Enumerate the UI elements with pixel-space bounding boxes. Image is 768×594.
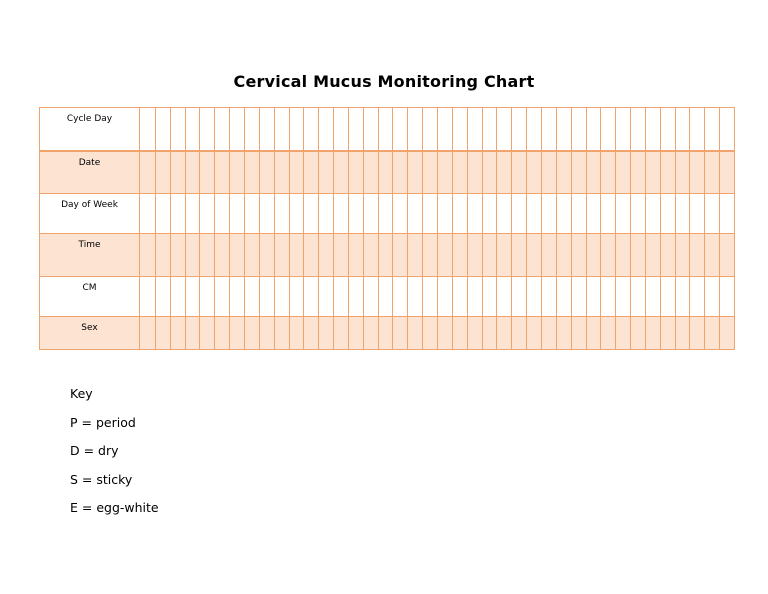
entry-cells	[140, 108, 734, 150]
cell-divider	[571, 108, 572, 150]
cell-divider	[199, 152, 200, 193]
cell-divider	[541, 317, 542, 349]
cell-divider	[660, 277, 661, 316]
cell-divider	[214, 317, 215, 349]
cell-divider	[214, 194, 215, 233]
cell-divider	[199, 277, 200, 316]
key-entry-egg-white: E = egg-white	[70, 500, 159, 515]
cell-divider	[170, 277, 171, 316]
cell-divider	[482, 277, 483, 316]
cell-divider	[689, 277, 690, 316]
cell-divider	[392, 152, 393, 193]
cell-divider	[689, 317, 690, 349]
cell-divider	[422, 277, 423, 316]
cell-divider	[689, 234, 690, 276]
cell-divider	[170, 317, 171, 349]
cell-divider	[660, 108, 661, 150]
cell-divider	[199, 317, 200, 349]
entry-cells	[140, 317, 734, 349]
cell-divider	[615, 317, 616, 349]
cell-divider	[452, 108, 453, 150]
cell-divider	[259, 234, 260, 276]
cell-divider	[303, 108, 304, 150]
cell-divider	[422, 317, 423, 349]
cell-divider	[259, 152, 260, 193]
cell-divider	[600, 234, 601, 276]
cell-divider	[645, 194, 646, 233]
cell-divider	[199, 234, 200, 276]
cell-divider	[289, 234, 290, 276]
cell-divider	[571, 152, 572, 193]
cell-divider	[556, 317, 557, 349]
cell-divider	[274, 277, 275, 316]
cell-divider	[467, 317, 468, 349]
cell-divider	[719, 234, 720, 276]
cell-divider	[170, 234, 171, 276]
cell-divider	[556, 234, 557, 276]
cell-divider	[363, 317, 364, 349]
cell-divider	[645, 234, 646, 276]
cell-divider	[482, 108, 483, 150]
cell-divider	[229, 317, 230, 349]
cell-divider	[600, 317, 601, 349]
cell-divider	[289, 108, 290, 150]
grid-row-sex	[40, 317, 734, 349]
cell-divider	[452, 234, 453, 276]
cell-divider	[229, 152, 230, 193]
cell-divider	[303, 277, 304, 316]
cell-divider	[526, 277, 527, 316]
key-entry-dry: D = dry	[70, 443, 119, 458]
cell-divider	[185, 152, 186, 193]
key-legend	[70, 380, 159, 523]
key-entry-sticky: S = sticky	[70, 471, 133, 487]
key-entry-period: P = period	[70, 414, 136, 430]
cell-divider	[348, 234, 349, 276]
cell-divider	[675, 108, 676, 150]
cell-divider	[229, 108, 230, 150]
cell-divider	[407, 317, 408, 349]
cell-divider	[437, 317, 438, 349]
cell-divider	[660, 317, 661, 349]
cell-divider	[185, 277, 186, 316]
monitoring-grid	[39, 107, 735, 350]
cell-divider	[689, 194, 690, 233]
cell-divider	[675, 194, 676, 233]
cell-divider	[199, 194, 200, 233]
cell-divider	[541, 194, 542, 233]
cell-divider	[333, 234, 334, 276]
cell-divider	[571, 194, 572, 233]
cell-divider	[407, 152, 408, 193]
cell-divider	[571, 317, 572, 349]
row-label: Time	[40, 234, 140, 276]
cell-divider	[422, 194, 423, 233]
cell-divider	[155, 108, 156, 150]
cell-divider	[289, 317, 290, 349]
cell-divider	[318, 317, 319, 349]
cell-divider	[704, 108, 705, 150]
cell-divider	[229, 194, 230, 233]
cell-divider	[496, 317, 497, 349]
cell-divider	[229, 234, 230, 276]
cell-divider	[467, 194, 468, 233]
cell-divider	[526, 108, 527, 150]
cell-divider	[363, 194, 364, 233]
cell-divider	[600, 108, 601, 150]
row-label: Date	[40, 152, 140, 193]
cell-divider	[660, 152, 661, 193]
cell-divider	[496, 234, 497, 276]
cell-divider	[244, 234, 245, 276]
cell-divider	[155, 194, 156, 233]
cell-divider	[333, 152, 334, 193]
key-heading: Key	[70, 386, 93, 401]
cell-divider	[452, 317, 453, 349]
cell-divider	[719, 108, 720, 150]
cell-divider	[289, 194, 290, 233]
cell-divider	[274, 108, 275, 150]
cell-divider	[244, 152, 245, 193]
cell-divider	[303, 152, 304, 193]
entry-cells	[140, 277, 734, 316]
cell-divider	[229, 277, 230, 316]
cell-divider	[719, 194, 720, 233]
cell-divider	[437, 108, 438, 150]
cell-divider	[274, 194, 275, 233]
cell-divider	[541, 108, 542, 150]
cell-divider	[259, 108, 260, 150]
cell-divider	[556, 108, 557, 150]
chart-title: Cervical Mucus Monitoring Chart	[233, 72, 535, 91]
cell-divider	[467, 277, 468, 316]
cell-divider	[600, 277, 601, 316]
cell-divider	[511, 152, 512, 193]
row-label: Sex	[40, 317, 140, 349]
cell-divider	[259, 317, 260, 349]
cell-divider	[437, 194, 438, 233]
cell-divider	[615, 234, 616, 276]
cell-divider	[630, 277, 631, 316]
cell-divider	[645, 152, 646, 193]
cell-divider	[199, 108, 200, 150]
cell-divider	[244, 277, 245, 316]
cell-divider	[482, 317, 483, 349]
cell-divider	[660, 194, 661, 233]
cell-divider	[496, 152, 497, 193]
cell-divider	[660, 234, 661, 276]
cell-divider	[348, 194, 349, 233]
cell-divider	[452, 277, 453, 316]
cell-divider	[630, 317, 631, 349]
entry-cells	[140, 152, 734, 193]
cell-divider	[704, 277, 705, 316]
cell-divider	[689, 152, 690, 193]
cell-divider	[333, 317, 334, 349]
cell-divider	[496, 108, 497, 150]
cell-divider	[586, 317, 587, 349]
cell-divider	[214, 152, 215, 193]
cell-divider	[630, 194, 631, 233]
cell-divider	[333, 108, 334, 150]
cell-divider	[586, 152, 587, 193]
cell-divider	[155, 152, 156, 193]
cell-divider	[675, 234, 676, 276]
cell-divider	[259, 194, 260, 233]
cell-divider	[363, 234, 364, 276]
cell-divider	[363, 277, 364, 316]
cell-divider	[422, 234, 423, 276]
cell-divider	[407, 194, 408, 233]
cell-divider	[704, 234, 705, 276]
cell-divider	[407, 234, 408, 276]
cell-divider	[586, 194, 587, 233]
cell-divider	[496, 277, 497, 316]
cell-divider	[719, 277, 720, 316]
row-label: CM	[40, 277, 140, 316]
cell-divider	[511, 317, 512, 349]
cell-divider	[303, 317, 304, 349]
row-label: Day of Week	[40, 194, 140, 233]
cell-divider	[586, 277, 587, 316]
cell-divider	[526, 194, 527, 233]
grid-row-cycle-day	[40, 108, 734, 152]
cell-divider	[155, 317, 156, 349]
grid-row-time	[40, 234, 734, 277]
cell-divider	[333, 277, 334, 316]
cell-divider	[467, 152, 468, 193]
entry-cells	[140, 234, 734, 276]
cell-divider	[467, 234, 468, 276]
cell-divider	[378, 152, 379, 193]
cell-divider	[675, 317, 676, 349]
cell-divider	[348, 152, 349, 193]
cell-divider	[482, 152, 483, 193]
cell-divider	[303, 194, 304, 233]
cell-divider	[615, 277, 616, 316]
cell-divider	[615, 108, 616, 150]
cell-divider	[571, 234, 572, 276]
cell-divider	[704, 152, 705, 193]
grid-row-cm	[40, 277, 734, 317]
cell-divider	[392, 234, 393, 276]
cell-divider	[348, 277, 349, 316]
grid-row-day-of-week	[40, 194, 734, 234]
cell-divider	[392, 108, 393, 150]
cell-divider	[600, 152, 601, 193]
entry-cells	[140, 194, 734, 233]
cell-divider	[244, 317, 245, 349]
cell-divider	[437, 234, 438, 276]
cell-divider	[511, 277, 512, 316]
cell-divider	[333, 194, 334, 233]
cell-divider	[675, 152, 676, 193]
cell-divider	[630, 234, 631, 276]
cell-divider	[511, 234, 512, 276]
cell-divider	[289, 152, 290, 193]
cell-divider	[645, 277, 646, 316]
cell-divider	[719, 317, 720, 349]
cell-divider	[318, 152, 319, 193]
cell-divider	[704, 317, 705, 349]
cell-divider	[689, 108, 690, 150]
cell-divider	[615, 194, 616, 233]
cell-divider	[170, 108, 171, 150]
cell-divider	[630, 152, 631, 193]
cell-divider	[392, 317, 393, 349]
cell-divider	[274, 234, 275, 276]
cell-divider	[378, 234, 379, 276]
cell-divider	[437, 152, 438, 193]
cell-divider	[526, 152, 527, 193]
cell-divider	[541, 152, 542, 193]
grid-row-date	[40, 152, 734, 194]
cell-divider	[511, 194, 512, 233]
cell-divider	[675, 277, 676, 316]
cell-divider	[303, 234, 304, 276]
cell-divider	[704, 194, 705, 233]
cell-divider	[378, 108, 379, 150]
cell-divider	[556, 194, 557, 233]
cell-divider	[185, 194, 186, 233]
cell-divider	[274, 152, 275, 193]
cell-divider	[170, 194, 171, 233]
cell-divider	[363, 152, 364, 193]
cell-divider	[422, 108, 423, 150]
cell-divider	[645, 108, 646, 150]
cell-divider	[214, 234, 215, 276]
cell-divider	[318, 108, 319, 150]
cell-divider	[318, 194, 319, 233]
cell-divider	[407, 277, 408, 316]
cell-divider	[214, 277, 215, 316]
cell-divider	[244, 108, 245, 150]
cell-divider	[511, 108, 512, 150]
cell-divider	[170, 152, 171, 193]
cell-divider	[600, 194, 601, 233]
cell-divider	[556, 277, 557, 316]
cell-divider	[274, 317, 275, 349]
cell-divider	[719, 152, 720, 193]
cell-divider	[348, 108, 349, 150]
cell-divider	[244, 194, 245, 233]
cell-divider	[437, 277, 438, 316]
cell-divider	[571, 277, 572, 316]
cell-divider	[407, 108, 408, 150]
row-label: Cycle Day	[40, 108, 140, 150]
cell-divider	[496, 194, 497, 233]
cell-divider	[378, 194, 379, 233]
cell-divider	[185, 234, 186, 276]
cell-divider	[363, 108, 364, 150]
cell-divider	[482, 194, 483, 233]
cell-divider	[482, 234, 483, 276]
cell-divider	[556, 152, 557, 193]
cell-divider	[378, 277, 379, 316]
cell-divider	[185, 108, 186, 150]
cell-divider	[378, 317, 379, 349]
cell-divider	[526, 234, 527, 276]
cell-divider	[392, 194, 393, 233]
cell-divider	[155, 234, 156, 276]
cell-divider	[645, 317, 646, 349]
cell-divider	[155, 277, 156, 316]
cell-divider	[392, 277, 393, 316]
cell-divider	[348, 317, 349, 349]
cell-divider	[526, 317, 527, 349]
cell-divider	[259, 277, 260, 316]
cell-divider	[615, 152, 616, 193]
cell-divider	[467, 108, 468, 150]
cell-divider	[289, 277, 290, 316]
cell-divider	[422, 152, 423, 193]
cell-divider	[586, 234, 587, 276]
cell-divider	[630, 108, 631, 150]
cell-divider	[452, 152, 453, 193]
cell-divider	[452, 194, 453, 233]
cell-divider	[541, 234, 542, 276]
cell-divider	[185, 317, 186, 349]
cell-divider	[214, 108, 215, 150]
cell-divider	[586, 108, 587, 150]
cell-divider	[541, 277, 542, 316]
cell-divider	[318, 234, 319, 276]
cell-divider	[318, 277, 319, 316]
